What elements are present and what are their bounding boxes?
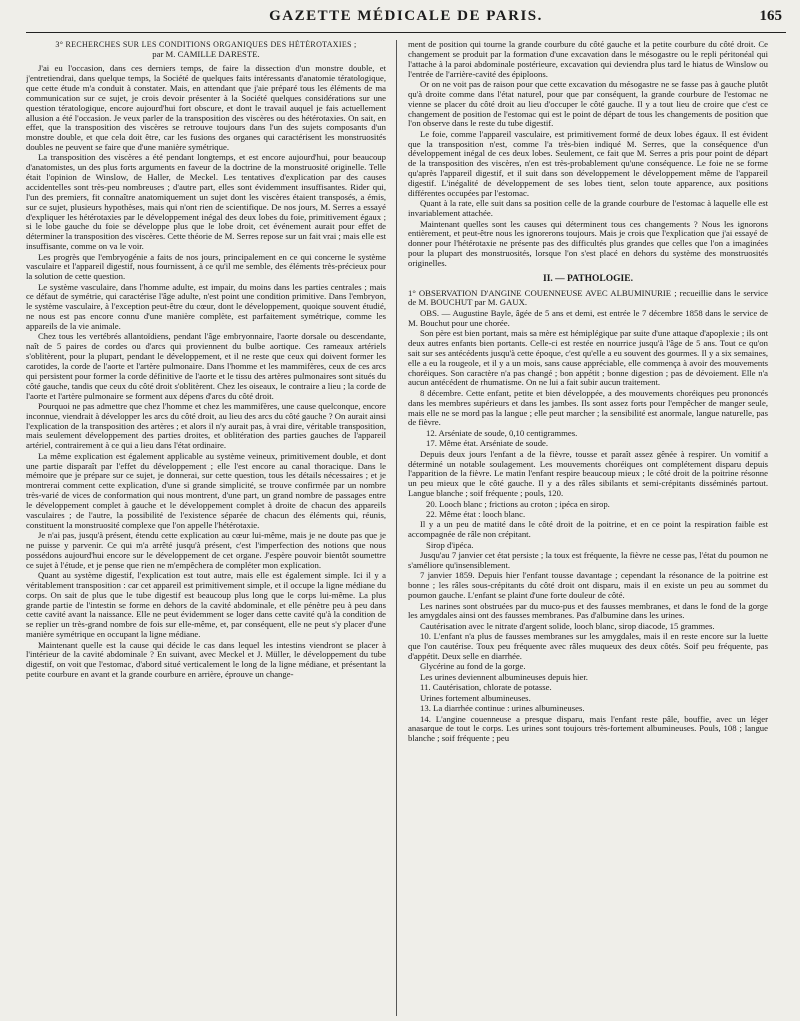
paragraph: Jusqu'au 7 janvier cet état persiste ; la toux est fréquente, la fièvre ne cesse pas, l'état du poumon ne s'améliore qu'insensiblement. xyxy=(408,550,768,570)
paragraph: Les narines sont obstruées par du muco-pus et des fausses membranes, et dans le fond de la gorge les amygdales ainsi ont des fausses membranes. Pas d'albumine dans les urines. xyxy=(408,600,768,621)
paragraph: ment de position qui tourne la grande courbure du côté gauche et la petite courbure du côté droit. Ce changement se produit par la formation d'une excavation dans le mésogastre ou le repli péritonéal qui l'attache à la paroi abdominale postérieure, excavation qui deviendra plus tard le hiatus de Winslow ou l'entrée de l'arrière-cavité des épiploons. xyxy=(408,40,768,79)
paragraph: Or on ne voit pas de raison pour que cette excavation du mésogastre ne se fasse pas à gauche plutôt qu'à droite comme dans l'état naturel, pour que par conséquent, la grande courbure de l'estomac ne vienne se placer du côté droit au lieu d'occuper le côté gauche. Il y a tout lieu de croire que c'est ce changement de position de l'estomac qui est le point de départ de tous les changements de position que l'on observe dans le reste du tube digestif. xyxy=(408,78,768,129)
section-title: 3° RECHERCHES SUR LES CONDITIONS ORGANIQUES DES HÉTÉROTAXIES ; xyxy=(55,40,357,49)
prescription-line: 22. Même état : looch blanc. xyxy=(426,508,526,519)
prescription-line: 17. Même état. Arséniate de soude. xyxy=(426,438,549,449)
paragraph: Quant au système digestif, l'explication est tout autre, mais elle est également simple. Ici il y a véritablement transposition : car cet appareil est primitivement simple, et il occupe la ligne médiane du corps. On sait de plus que le tube digestif est beaucoup plus long que le corps lui-même. La plus grande partie de l'intestin se forme en dehors de la cavité abdominale, et elle pénètre peu à peu dans cette cavité avant la naissance. Elle ne peut évidemment se loger dans cette cavité qu'à la condition de se replier un très-grand nombre de fois sur elle-même, et, par conséquent, elle ne peut s'y placer d'une manière symétrique en occupant la ligne médiane. xyxy=(26,570,386,640)
paragraph: Son père est bien portant, mais sa mère est hémiplégique par suite d'une attaque d'apoplexie ; ils ont deux autres enfants bien portants. Celle-ci est restée en nourrice jusqu'à l'âge de 5 ans. Tout ce qu'on sait sur ses antécédents jusqu'à cette époque, c'est qu'elle a eu souvent des gourmes. Il y a six semaines, elle a eu la rougeole, et il y a un mois, sans cause appréciable, elle commença à avoir des mouvements choréiques. Son caractère n'a pas changé ; bon appétit ; bonne digestion ; pas de dévoiement. Elle n'a aucun antécédent de rhumatisme. On ne lui a fait subir aucun traitement. xyxy=(408,328,768,388)
page-number: 165 xyxy=(759,8,782,24)
paragraph: Chez tous les vertébrés allantoïdiens, pendant l'âge embryonnaire, l'aorte dorsale ou descendante, naît de 5 paires de cordes ou d'arcs qui proviennent du bulbe aortique. Ces rameaux artériels s'oblitèrent, pour la plupart, pendant le développement, et il ne reste que ceux qui doivent former les carotides, la corde de l'aorte et l'artère pulmonaire. Dans l'homme et les mammifères, ceux de ces arcs qui persistent pour former la corde définitive de l'aorte et le tissu des artères pulmonaires sont situés du côté gauche, tandis que ceux du côté droit s'oblitèrent. Chez les oiseaux, le contraire a lieu ; la corde de l'aorte et l'artère pulmonaire se forment aux dépens d'arcs du côté droit. xyxy=(26,331,386,401)
paragraph: La transposition des viscères a été pendant longtemps, et est encore aujourd'hui, pour beaucoup d'anatomistes, un des plus forts arguments en faveur de la doctrine de la monstruosité originelle. Telle était l'opinion de Winslow, de Haller, de Meckel. Les tentatives d'explication par des causes accidentelles sont très-peu nombreuses ; d'autre part, elles sont évidemment insuffisantes. Rider qui, l'un des premiers, fit connaître anatomiquement un sujet dont les viscères étaient transposés, a émis, sur ce sujet, plusieurs hypothèses, mais qui n'ont rien de scientifique. De nos jours, M. Serres a essayé d'expliquer les hétérotaxies par le développement inégal des deux lobes du foie, primitivement égaux ; si le lobe gauche du foie se développe plus que le lobe droit, cet événement aurait pour effet de déterminer la transposition des viscères. Cette théorie de M. Serres repose sur un fait vrai ; mais elle est insuffisante, comme on va le voir. xyxy=(26,152,386,252)
paragraph: OBS. — Augustine Bayle, âgée de 5 ans et demi, est entrée le 7 décembre 1858 dans le service de M. Bouchut pour une chorée. xyxy=(408,307,768,328)
paragraph: 10. L'enfant n'a plus de fausses membranes sur les amygdales, mais il en reste encore sur la luette que l'on cautérise. Toux peu fréquente avec râles muqueux des deux côtés. Soif peu fréquente, pas d'appétit. Deux selle en diarrhée. xyxy=(408,631,768,661)
paragraph: 8 décembre. Cette enfant, petite et bien développée, a des mouvements choréiques peu prononcés dans les membres supérieurs et dans les jambes. Ils sont assez forts pour l'empêcher de manger seule, mais elle ne se mord pas la langue ; elle peut marcher ; la sensibilité est anormale, langue naturelle, pas de fièvre. xyxy=(408,387,768,428)
left-column xyxy=(26,40,386,1016)
prescription-line: 12. Arséniate de soude, 0,10 centigrammes. xyxy=(426,427,578,438)
paragraph: La même explication est également applicable au système veineux, primitivement double, et dont une partie disparaît par l'effet du développement ; elle l'est encore au canal thoracique. Dans le mémoire que je prépare sur ce sujet, je donnerai, sur cette question, tous les détails nécessaires ; et je montrerai comment cette explication, d'une si grande simplicité, se trouve confirmée par un nombre très-varié de vices de conformation qui nous montrent, d'une part, un grand nombre de passages entre le développement complet à gauche et le développement complet à droite de chacun des appareils vasculaires ; de l'autre, la possibilité de l'existence séparée de chacun des éléments qui, réunis, constituent la monstruosité complexe que l'on appelle l'hétérotaxie. xyxy=(26,450,386,530)
paragraph: Il y a un peu de matité dans le côté droit de la poitrine, et en ce point la respiration faible est accompagnée de râle non crépitant. xyxy=(408,519,768,540)
paragraph: Le foie, comme l'appareil vasculaire, est primitivement formé de deux lobes égaux. Il est évident que la transposition n'est, comme l'a très-bien indiqué M. Serres, que la conséquence d'un développement inégal de ces deux lobes. Seulement, ce fait que M. Serres a pris pour point de départ de la transposition des viscères, n'en est très-probablement qu'une conséquence. Le foie ne se forme qu'après l'appareil digestif, et il suit dans son développement le développement même de l'appareil digestif. L'inégalité de développement de ses lobes tient, selon toute apparence, aux positions différentes occupées par l'estomac. xyxy=(408,128,768,198)
paragraph: Les progrès que l'embryogénie a faits de nos jours, principalement en ce qui concerne le système vasculaire et l'appareil digestif, nous fournissent, à ce qu'il me semble, des éléments très-précieux pour la solution de cette question. xyxy=(26,251,386,282)
paragraph: 14. L'angine couenneuse a presque disparu, mais l'enfant reste pâle, bouffie, avec un léger anasarque de tout le corps. Les urines sont toujours très-fortement albumineuses. Pouls, 108 ; langue blanche ; soif fréquente ; peu xyxy=(408,713,768,744)
column-divider xyxy=(396,40,397,1016)
paragraph: 13. La diarrhée continue : urines albumineuses. xyxy=(420,703,585,714)
paragraph: J'ai eu l'occasion, dans ces derniers temps, de faire la dissection d'un monstre double, et j'entretiendrai, dans quelque temps, la Société de quelques faits intéressants d'anatomie tératologique, que cette étude m'a conduit à constater. Mais, en attendant que j'aie préparé tous les éléments de ma communication sur ce sujet, je crois devoir présenter à la Société quelques considérations sur une question tératologique, encore aujourd'hui fort obscure, et dont le travail auquel je fais actuellement allusion a été l'occasion. Je veux parler de la transposition des viscères ou des hétérotaxies. On sait, en effet, que la transposition des viscères se retrouve toujours dans l'un des sujets composants d'un monstre double, et que cela doit être, car les fusions des organes qui caractérisent les monstruosités doubles ne peuvent se faire que d'une manière symétrique. xyxy=(26,63,386,153)
paragraph: Cautérisation avec le nitrate d'argent solide, looch blanc, sirop diacode, 15 grammes. xyxy=(420,620,715,631)
paragraph: Je n'ai pas, jusqu'à présent, étendu cette explication au cœur lui-même, mais je ne doute pas que je ne puisse y parvenir. Ce qui m'a arrêté jusqu'à présent, c'est l'imperfection des notions que nous possédons aujourd'hui encore sur le développement de cet organe. J'espère pouvoir bientôt soumettre ce sujet à l'étude, et je pense que rien ne m'empêchera de compléter mon explication. xyxy=(26,530,386,570)
prescription-line: Sirop d'ipéca. xyxy=(426,539,474,550)
paragraph: Urines fortement albumineuses. xyxy=(420,692,531,703)
right-column xyxy=(408,40,768,1016)
paragraph: Le système vasculaire, dans l'homme adulte, est impair, du moins dans les parties centrales ; mais ce défaut de symétrie, qui caractérise l'âge adulte, n'est point une condition primitive. Dans l'embryon, le système vasculaire, à l'exception peut-être du cœur, dont le développement, quoique souvent étudié, ne nous est pas encore connu d'une manière complète, est parfaitement symétrique, comme les appareils de la vie animale. xyxy=(26,281,386,331)
paragraph: Pourquoi ne pas admettre que chez l'homme et chez les mammifères, une cause quelconque, encore inconnue, viendrait à développer les arcs du côté droit, au lieu des arcs du côté gauche ? On aurait ainsi l'explication de la transposition des artères ; et alors il n'y aurait pas, à vrai dire, véritable transposition, mais seulement développement des parties droites, et oblitération des parties gauches de l'appareil artériel, contrairement à ce qui a lieu dans l'état ordinaire. xyxy=(26,400,386,451)
paragraph: Quant à la rate, elle suit dans sa position celle de la grande courbure de l'estomac à laquelle elle est invariablement attachée. xyxy=(408,198,768,219)
paragraph: 11. Cautérisation, chlorate de potasse. xyxy=(420,682,552,693)
observation-title: 1° OBSERVATION D'ANGINE COUENNEUSE AVEC ALBUMINURIE ; recueillie dans le service de M. BOUCHUT par M. GAUX. xyxy=(408,287,768,308)
page-header xyxy=(26,6,786,33)
paragraph: Glycérine au fond de la gorge. xyxy=(420,661,526,672)
paragraph: Maintenant quelles sont les causes qui déterminent tous ces changements ? Nous les ignorons entièrement, et peut-être nous les ignorerons toujours. Mais je crois que l'explication que j'ai essayé de donner pour l'hétérotaxie ne présente pas des difficultés plus grandes que celles que l'on a imaginées pour la plupart des monstruosités, lorsque l'on s'est placé en dehors du système des monstruosités originelles. xyxy=(408,218,768,268)
running-title: GAZETTE MÉDICALE DE PARIS. xyxy=(269,8,543,24)
article-author: par M. CAMILLE DARESTE. xyxy=(152,49,260,60)
paragraph: 7 janvier 1859. Depuis hier l'enfant tousse davantage ; cependant la résonance de la poitrine est bonne ; les râles sous-crépitants du côté droit ont disparu, mais il en existe un peu au sommet du poumon gauche. L'enfant se plaint d'une forte douleur de côté. xyxy=(408,570,768,601)
pathology-heading: II. — PATHOLOGIE. xyxy=(543,273,633,284)
paragraph: Maintenant quelle est la cause qui décide le cas dans lequel les intestins viendront se placer à l'intérieur de la cavité abdominale ? En suivant, avec Meckel et J. Müller, le développement du tube digestif, on voit que l'estomac, d'abord situé verticalement le long de la ligne médiane, et présentant la petite courbure en avant et la grande courbure en arrière, éprouve un change- xyxy=(26,639,386,680)
paragraph: Depuis deux jours l'enfant a de la fièvre, tousse et paraît assez gênée à respirer. Un vomitif a déterminé un notable soulagement. Les mouvements choréiques ont complétement disparu depuis l'apparition de la fièvre. Le matin l'enfant respire beaucoup mieux ; le côté droit de la poitrine résonne un peu mieux que le côté gauche. Il y a des râles sibilants et semi-crépitants disséminés partout. Langue blanche ; soif fréquente ; pouls, 120. xyxy=(408,448,768,499)
paragraph: Les urines deviennent albumineuses depuis hier. xyxy=(420,671,588,682)
prescription-line: 20. Looch blanc ; frictions au croton ; ipéca en sirop. xyxy=(426,498,610,509)
